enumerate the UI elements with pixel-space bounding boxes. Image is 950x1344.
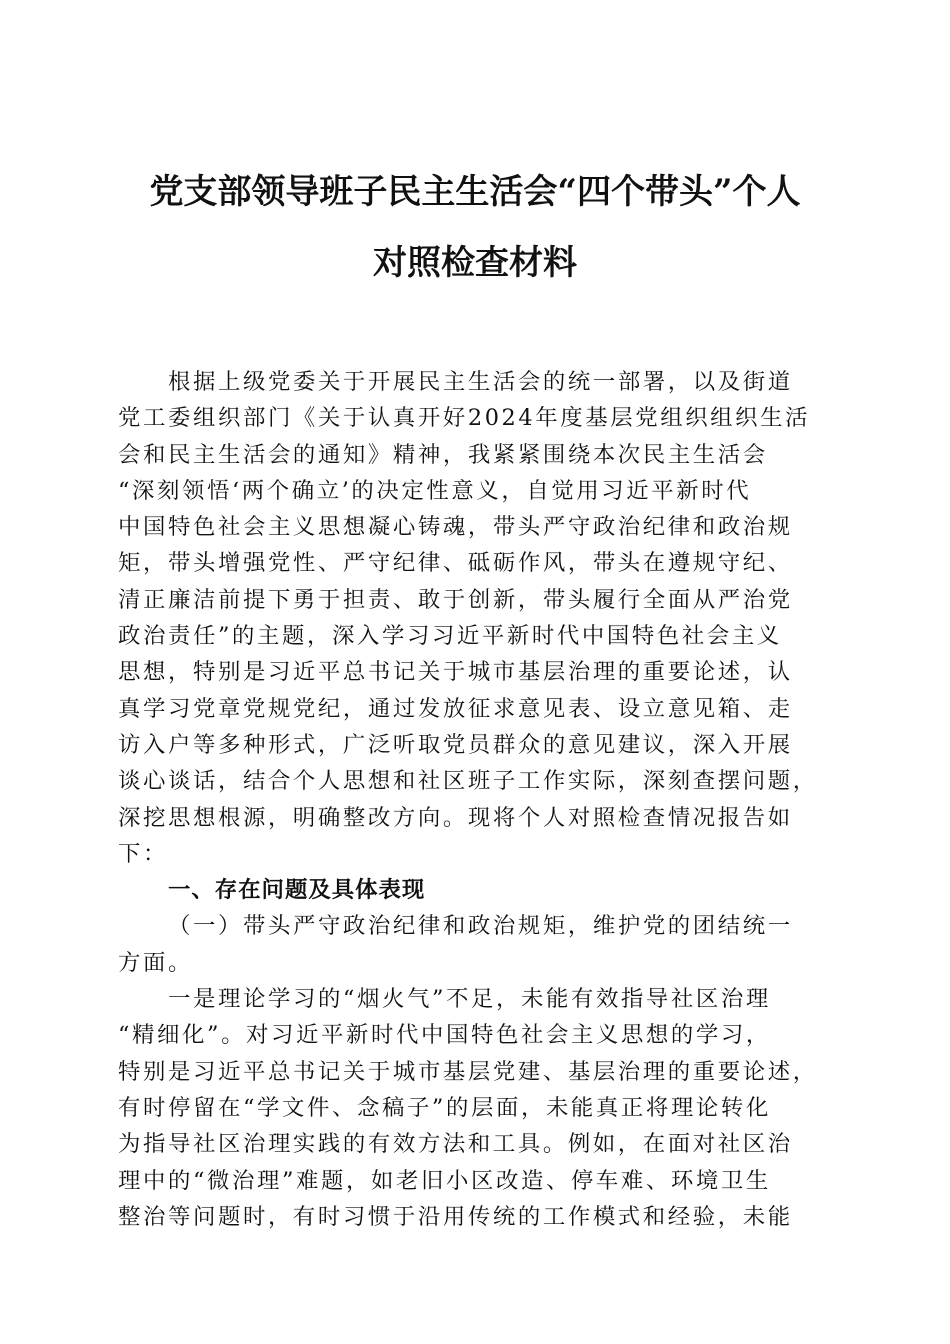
body-line: 整治等问题时，有时习惯于沿用传统的工作模式和经验，未能 <box>118 1203 793 1230</box>
subsection-heading: （一）带头严守政治纪律和政治规矩，维护党的团结统一 <box>168 913 793 940</box>
document-title-line-2: 对照检查材料 <box>373 243 577 283</box>
body-line: 为指导社区治理实践的有效方法和工具。例如，在面对社区治 <box>118 1131 793 1158</box>
body-line: 清正廉洁前提下勇于担责、敢于创新，带头履行全面从严治党 <box>118 586 793 613</box>
body-line: 思想，特别是习近平总书记关于城市基层治理的重要论述，认 <box>118 659 793 686</box>
document-title-line-1: 党支部领导班子民主生活会“四个带头”个人 <box>149 172 801 212</box>
document-body <box>118 364 828 1235</box>
body-line: 深挖思想根源，明确整改方向。现将个人对照检查情况报告如 <box>118 804 793 831</box>
body-line: 中国特色社会主义思想凝心铸魂，带头严守政治纪律和政治规 <box>118 514 793 541</box>
body-line: 理中的“微治理”难题，如老旧小区改造、停车难、环境卫生 <box>118 1167 771 1194</box>
body-line: 根据上级党委关于开展民主生活会的统一部署，以及街道 <box>168 369 793 395</box>
body-line: 会和民主生活会的通知》精神，我紧紧围绕本次民主生活会 <box>118 441 768 468</box>
body-line: 真学习党章党规党纪，通过发放征求意见表、设立意见箱、走 <box>118 695 793 722</box>
body-line: “深刻领悟‘两个确立’的决定性意义，自觉用习近平新时代 <box>118 477 752 504</box>
body-line: 党工委组织部门《关于认真开好2024年度基层党组织组织生活 <box>118 405 811 432</box>
body-line: 谈心谈话，结合个人思想和社区班子工作实际，深刻查摆问题， <box>118 768 818 795</box>
body-line: 一是理论学习的“烟火气”不足，未能有效指导社区治理 <box>168 986 771 1013</box>
body-line: 矩，带头增强党性、严守纪律、砥砺作风，带头在遵规守纪、 <box>118 550 793 577</box>
body-line: “精细化”。对习近平新时代中国特色社会主义思想的学习， <box>118 1022 771 1049</box>
body-line: 访入户等多种形式，广泛听取党员群众的意见建议，深入开展 <box>118 731 793 758</box>
section-heading: 一、存在问题及具体表现 <box>168 877 426 904</box>
body-line: 方面。 <box>118 949 193 976</box>
body-line: 政治责任”的主题，深入学习习近平新时代中国特色社会主义 <box>118 623 782 650</box>
body-line: 有时停留在“学文件、念稿子”的层面，未能真正将理论转化 <box>118 1094 771 1121</box>
body-line: 特别是习近平总书记关于城市基层党建、基层治理的重要论述， <box>118 1058 818 1085</box>
body-line: 下： <box>118 840 168 867</box>
